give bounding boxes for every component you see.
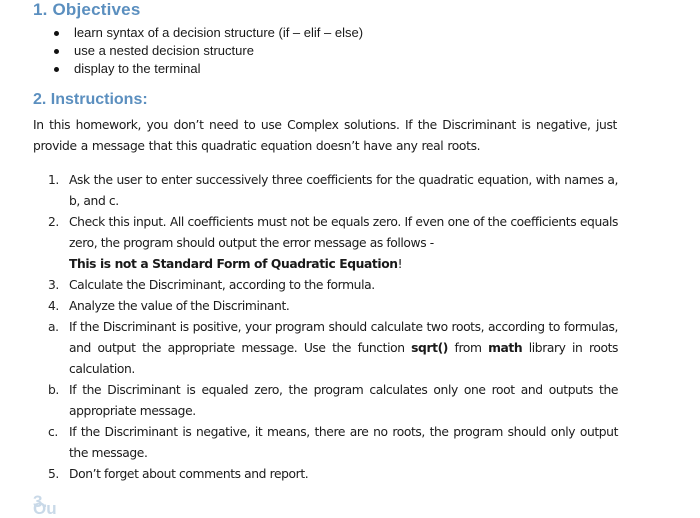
objectives-list [52,24,363,78]
step-text: If the Discriminant is equaled zero, the program calculates only one root and outputs the appropriate message. [69,383,618,418]
step-text: Analyze the value of the Discriminant. [69,299,290,313]
step-marker: a. [48,320,59,334]
instructions-steps [48,170,618,485]
step-item [48,296,618,317]
step-marker: b. [48,383,59,397]
math-library-text: math [488,341,523,355]
step-item [48,170,618,212]
step-item [48,380,618,422]
step-marker: 4. [48,299,59,313]
objectives-heading: 1. Objectives [33,0,141,19]
objective-item [52,60,363,78]
step-item [48,317,618,380]
error-message-text: This is not a Standard Form of Quadratic Equation [69,257,398,271]
step-item [48,422,618,464]
step-text: Check this input. All coefficients must not be equals zero. If even one of the coefficients equals zero, the program should output the error message as follows - [69,215,618,250]
step-item [48,212,618,275]
error-message-suffix: ! [397,257,403,271]
bullet-icon [54,31,59,36]
objective-text: display to the terminal [74,61,201,76]
objective-item [52,24,363,42]
sqrt-function-text: sqrt() [411,341,449,355]
step-marker: c. [48,425,58,439]
step-marker: 5. [48,467,59,481]
step-text: library in roots calculation. [69,341,619,376]
step-marker: 2. [48,215,59,229]
step-text: If the Discriminant is positive, your program should calculate two roots, according to formulas, and output the appropriate message. Use the function [69,320,618,355]
instructions-heading: 2. Instructions: [33,91,148,108]
next-section-heading-cutoff: 3. Ou [33,492,57,518]
instructions-intro: In this homework, you don’t need to use Complex solutions. If the Discriminant is negative, just provide a message that this quadratic equation doesn’t have any real roots. [33,118,617,153]
bullet-icon [54,49,59,54]
step-text: Don’t forget about comments and report. [69,467,309,481]
step-text: from [454,341,482,355]
step-item [48,275,618,296]
step-marker: 3. [48,278,59,292]
objective-text: learn syntax of a decision structure (if – elif – else) [74,25,364,40]
bullet-icon [54,67,59,72]
objective-text: use a nested decision structure [74,43,254,58]
step-item [48,464,618,485]
step-marker: 1. [48,173,59,187]
objective-item [52,42,363,60]
step-text: Calculate the Discriminant, according to the formula. [69,278,375,292]
step-text: Ask the user to enter successively three coefficients for the quadratic equation, with names a, b, and c. [69,173,618,208]
step-text: If the Discriminant is negative, it means, there are no roots, the program should only output the message. [69,425,618,460]
